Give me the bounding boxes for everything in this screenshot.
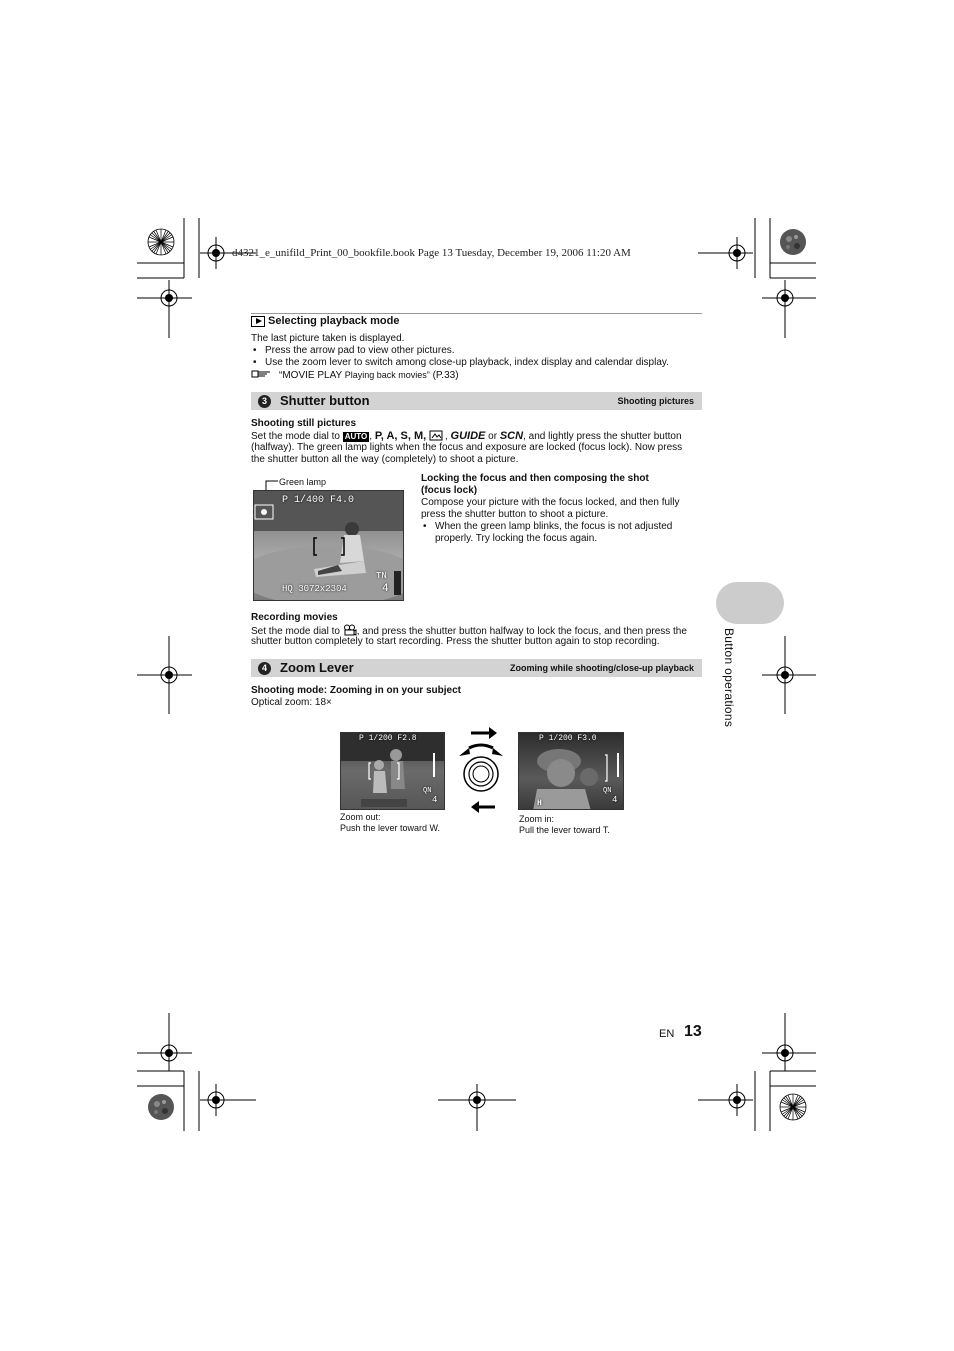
osd-hq: H	[537, 799, 542, 808]
ref-page[interactable]: (P.33)	[432, 370, 459, 381]
zoom-out-label-2: Push the lever toward W.	[340, 823, 441, 833]
playback-intro: The last picture taken is displayed.	[251, 333, 405, 344]
page-number: 13	[684, 1023, 702, 1040]
zoom-lever-icon	[459, 745, 503, 791]
optical-zoom-text: Optical zoom: 18×	[251, 697, 332, 708]
playback-section-title	[251, 315, 399, 327]
still-text-b: , and lightly press the shutter button	[523, 431, 682, 442]
scn-mode: SCN	[499, 430, 524, 442]
osd-quality: TN	[376, 571, 387, 581]
zoom-section-title: Zoom Lever	[280, 660, 354, 675]
still-line-3: the shutter button all the way (completely) to shoot a picture.	[251, 454, 519, 465]
mode-or: or	[488, 431, 498, 442]
scene-icon	[429, 430, 445, 441]
movie-camera-icon	[343, 624, 357, 636]
osd-quality: QN	[423, 787, 432, 795]
zoom-out-scene	[341, 733, 445, 810]
chapter-side-label: Button operations	[722, 628, 736, 728]
osd-exposure: P 1/400 F4.0	[282, 495, 355, 506]
lock-heading-2: (focus lock)	[421, 485, 478, 496]
zoom-in-label-2: Pull the lever toward T.	[519, 825, 610, 835]
zoom-sub-heading: Shooting mode: Zooming in on your subject	[251, 685, 461, 696]
playback-reference	[279, 369, 459, 382]
shutter-section-label: Shooting pictures	[617, 396, 694, 406]
still-text-a: Set the mode dial to	[251, 431, 340, 442]
guide-mode: GUIDE	[450, 430, 486, 442]
movie-line-2: shutter button completely to start recording. Press the shutter button again to stop recording.	[251, 636, 660, 647]
osd-count: 4	[432, 795, 438, 805]
bullet-dot: •	[253, 345, 257, 356]
zoom-out-label-1: Zoom out:	[340, 812, 381, 822]
camera-lcd-photo	[253, 490, 404, 601]
section-number-badge: 3	[258, 395, 271, 408]
bullet-dot: •	[253, 357, 257, 368]
ref-small: Playing back movies”	[344, 370, 430, 380]
osd-exposure: P 1/200 F2.8	[359, 734, 417, 743]
hand-ref-icon	[251, 368, 273, 379]
zoom-section-label: Zooming while shooting/close-up playback	[509, 663, 694, 673]
zoom-in-scene	[519, 733, 624, 810]
section-number-badge: 4	[258, 662, 271, 675]
playback-bullet-1: Press the arrow pad to view other pictures.	[265, 345, 455, 356]
lock-heading-1: Locking the focus and then composing the shot	[421, 473, 649, 484]
osd-count: 4	[612, 795, 618, 805]
shutter-section-bar	[251, 392, 702, 410]
chapter-tab	[716, 582, 784, 624]
lock-bullet-2: properly. Try locking the focus again.	[435, 533, 598, 544]
movie-heading: Recording movies	[251, 612, 338, 623]
shutter-section-title: Shutter button	[280, 393, 370, 408]
still-line-1: Set the mode dial to AUTO , P, A, S, M, , GUIDE or SCN, and lightly press the shutter button	[251, 430, 682, 442]
footer-language: EN	[659, 1028, 675, 1040]
zoom-out-photo	[340, 732, 445, 810]
lock-line-2: press the shutter button to shoot a picture.	[421, 509, 609, 520]
osd-count: 4	[382, 583, 389, 595]
still-line-2: (halfway). The green lamp lights when the focus and exposure are locked (focus lock). Now press	[251, 442, 683, 453]
osd-exposure: P 1/200 F3.0	[539, 734, 597, 743]
osd-resolution: HQ 3072x2304	[282, 584, 347, 594]
movie-text-a: Set the mode dial to	[251, 626, 340, 637]
file-info-line: d4321_e_unifild_Print_00_bookfile.book Page 13 Tuesday, December 19, 2006 11:20 AM	[232, 247, 631, 259]
playback-bullet-2: Use the zoom lever to switch among close-up playback, index display and calendar display.	[265, 357, 669, 368]
ref-main: “MOVIE PLAY	[279, 370, 342, 381]
green-lamp-label: Green lamp	[279, 477, 327, 487]
movie-text-b: , and press the shutter button halfway to lock the focus, and then press the	[356, 626, 687, 637]
auto-mode-badge: AUTO	[344, 432, 368, 441]
arrow-right-icon	[471, 727, 497, 739]
zoom-section-bar	[251, 659, 702, 677]
lock-bullet-1: When the green lamp blinks, the focus is not adjusted	[435, 521, 673, 532]
playback-title-text: Selecting playback mode	[268, 315, 400, 327]
bullet-dot: •	[423, 521, 427, 532]
playback-section-header	[251, 313, 702, 328]
still-heading: Shooting still pictures	[251, 418, 357, 429]
lock-line-1: Compose your picture with the focus locked, and then fully	[421, 497, 680, 508]
arrow-left-icon	[471, 801, 495, 813]
play-icon	[251, 316, 265, 327]
zoom-in-photo	[518, 732, 624, 810]
zoom-lever-diagram	[453, 724, 511, 816]
mode-letters: P, A, S, M,	[374, 430, 427, 442]
zoom-in-label-1: Zoom in:	[519, 814, 555, 824]
osd-quality: QN	[603, 787, 612, 795]
